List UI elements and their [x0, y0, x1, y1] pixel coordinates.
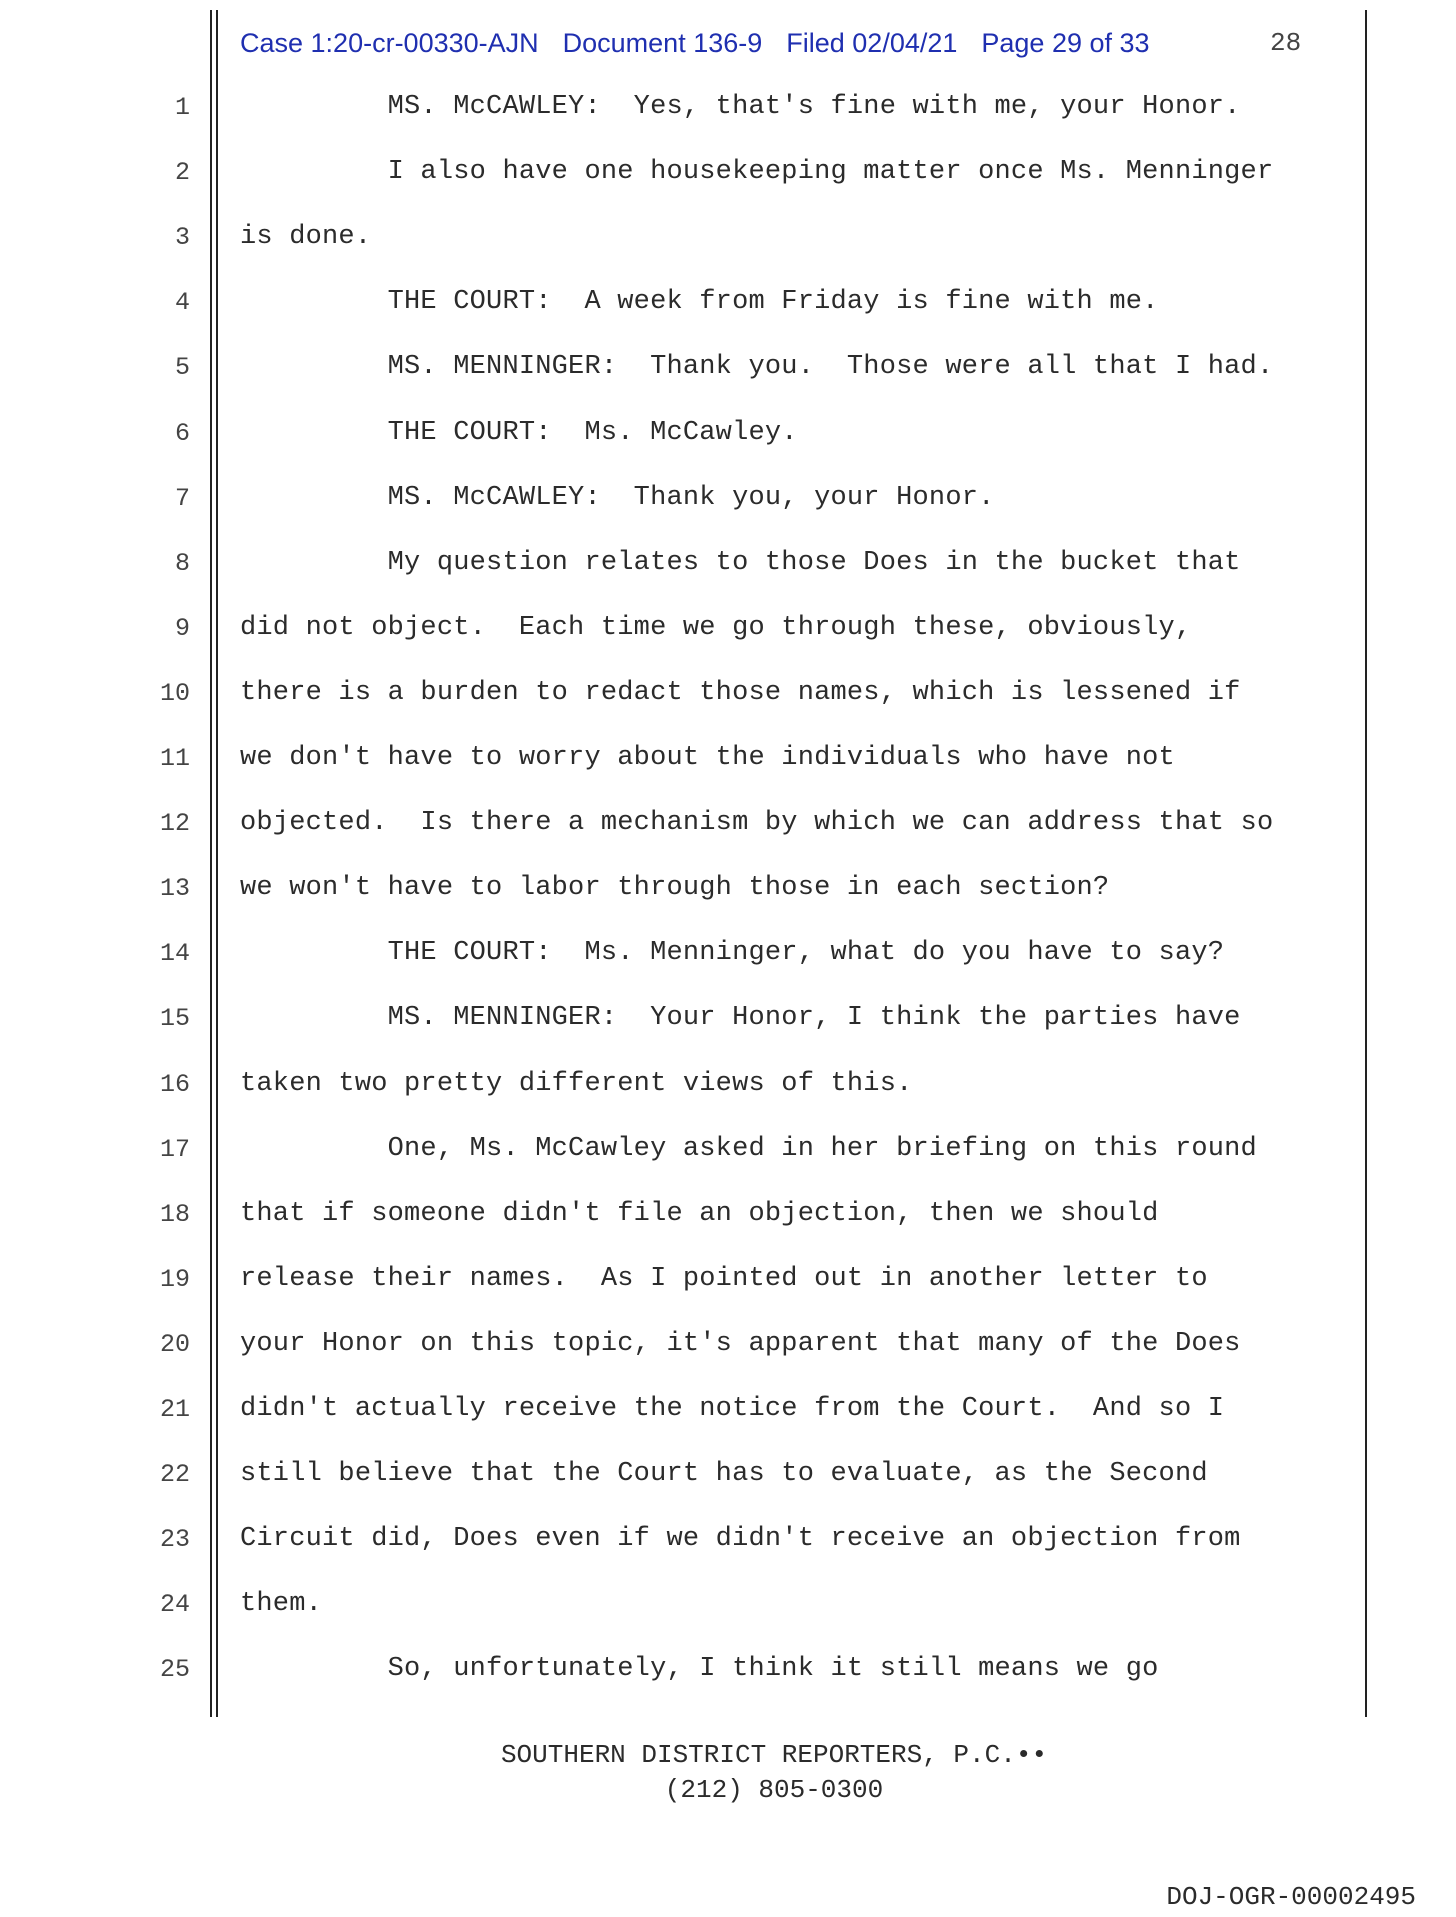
transcript-line-text: One, Ms. McCawley asked in her briefing on this round	[240, 1134, 1257, 1164]
line-number: 5	[174, 353, 190, 382]
line-number: 23	[159, 1525, 190, 1554]
transcript-page-number: 28	[1270, 28, 1302, 58]
transcript-line-text: MS. MENNINGER: Thank you. Those were all that I had.	[240, 352, 1274, 382]
line-number: 16	[159, 1070, 190, 1099]
transcript-line-text: we don't have to worry about the individuals who have not	[240, 743, 1175, 773]
line-number: 3	[174, 223, 190, 252]
transcript-line-text: didn't actually receive the notice from the Court. And so I	[240, 1394, 1225, 1424]
line-number: 24	[159, 1590, 190, 1619]
transcript-line-text: So, unfortunately, I think it still means we go	[240, 1654, 1159, 1684]
transcript-line-text: we won't have to labor through those in each section?	[240, 873, 1110, 903]
document-number: Document 136-9	[562, 28, 763, 58]
line-number: 13	[159, 874, 190, 903]
line-number: 15	[159, 1004, 190, 1033]
line-number: 25	[159, 1655, 190, 1684]
line-number: 14	[159, 939, 190, 968]
line-number: 7	[174, 484, 190, 513]
right-border-rule	[1365, 10, 1367, 1717]
line-number: 22	[159, 1460, 190, 1489]
bates-number: DOJ-OGR-00002495	[1166, 1882, 1416, 1912]
line-number: 4	[174, 288, 190, 317]
transcript-line-text: MS. McCAWLEY: Yes, that's fine with me, your Honor.	[240, 92, 1241, 122]
line-number: 19	[159, 1265, 190, 1294]
transcript-line-text: taken two pretty different views of this.	[240, 1069, 913, 1099]
reporter-phone: (212) 805-0300	[664, 1775, 884, 1805]
transcript-line-text: your Honor on this topic, it's apparent that many of the Does	[240, 1329, 1241, 1359]
transcript-line-text: did not object. Each time we go through these, obviously,	[240, 613, 1192, 643]
line-number: 6	[174, 419, 190, 448]
stamp-page-count: Page 29 of 33	[981, 28, 1150, 58]
line-number: 20	[159, 1330, 190, 1359]
line-number: 17	[159, 1135, 190, 1164]
transcript-line-text: THE COURT: Ms. Menninger, what do you have to say?	[240, 938, 1225, 968]
transcript-line-text: there is a burden to redact those names, which is lessened if	[240, 678, 1241, 708]
line-number: 11	[159, 744, 190, 773]
line-number: 21	[159, 1395, 190, 1424]
case-number: Case 1:20-cr-00330-AJN	[240, 28, 539, 58]
transcript-line-text: release their names. As I pointed out in another letter to	[240, 1264, 1208, 1294]
reporter-name: SOUTHERN DISTRICT REPORTERS, P.C.••	[500, 1740, 1048, 1770]
transcript-line-text: is done.	[240, 222, 372, 252]
left-border-rule-outer	[210, 10, 212, 1717]
transcript-line-text: MS. MENNINGER: Your Honor, I think the parties have	[240, 1003, 1241, 1033]
transcript-line-text: Circuit did, Does even if we didn't receive an objection from	[240, 1524, 1241, 1554]
transcript-line-text: I also have one housekeeping matter once Ms. Menninger	[240, 157, 1274, 187]
transcript-line-text: them.	[240, 1589, 323, 1619]
transcript-line-text: THE COURT: Ms. McCawley.	[240, 418, 798, 448]
line-number: 2	[174, 158, 190, 187]
transcript-line-text: MS. McCAWLEY: Thank you, your Honor.	[240, 483, 995, 513]
line-number: 10	[159, 679, 190, 708]
transcript-line-text: My question relates to those Does in the bucket that	[240, 548, 1241, 578]
line-number: 8	[174, 549, 190, 578]
line-number: 1	[174, 93, 190, 122]
transcript-line-text: objected. Is there a mechanism by which we can address that so	[240, 808, 1274, 838]
court-filing-stamp	[240, 28, 1174, 59]
left-border-rule-inner	[216, 10, 218, 1717]
line-number: 12	[159, 809, 190, 838]
transcript-line-text: THE COURT: A week from Friday is fine with me.	[240, 287, 1159, 317]
line-number: 18	[159, 1200, 190, 1229]
line-number: 9	[174, 614, 190, 643]
transcript-line-text: still believe that the Court has to evaluate, as the Second	[240, 1459, 1208, 1489]
filed-date: Filed 02/04/21	[786, 28, 958, 58]
transcript-line-text: that if someone didn't file an objection, then we should	[240, 1199, 1159, 1229]
